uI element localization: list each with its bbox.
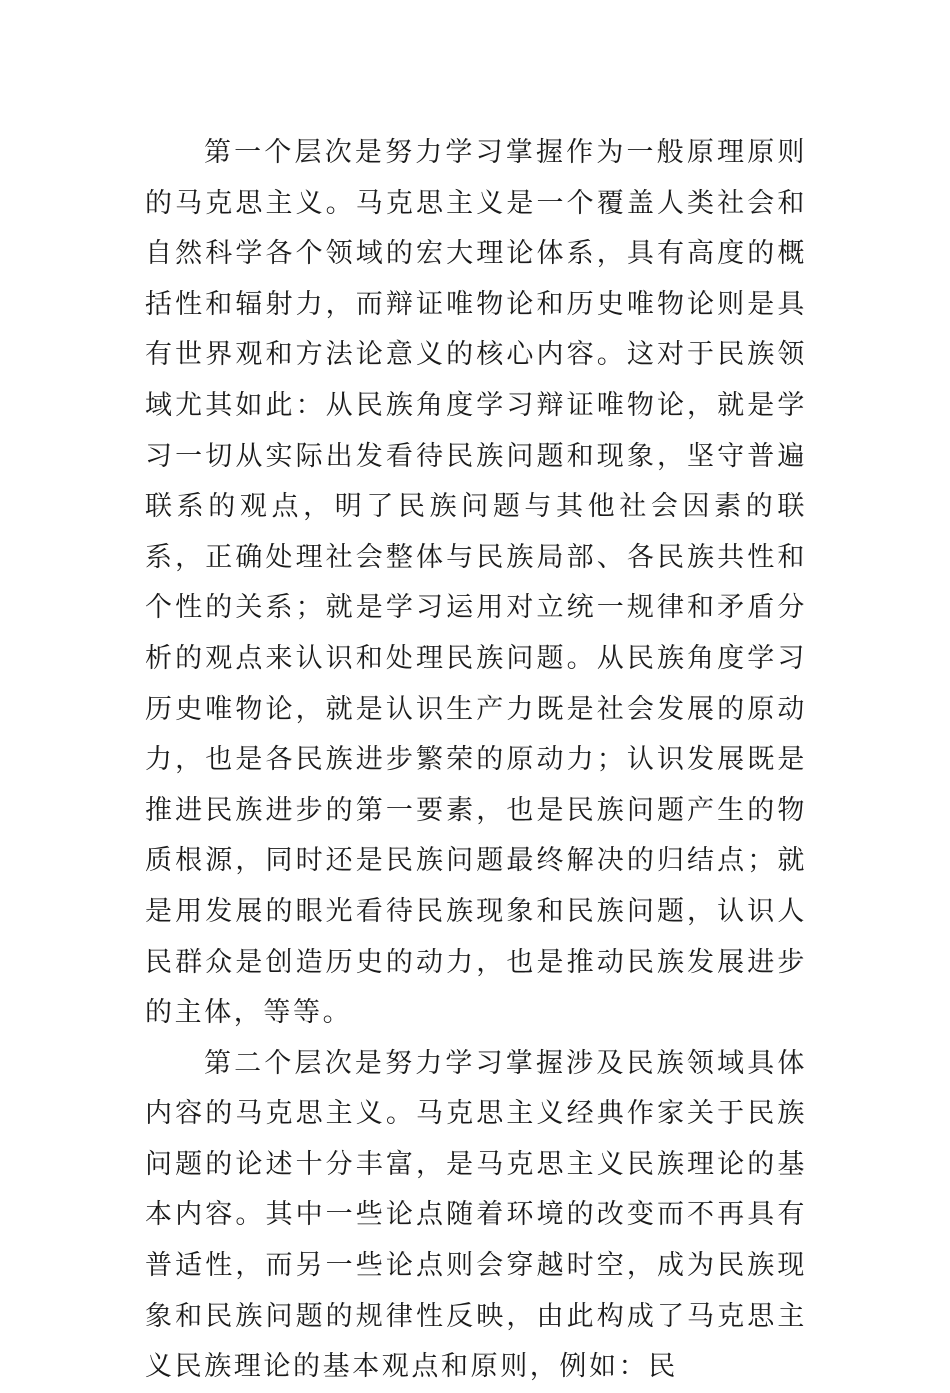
document-body [145,128,807,1393]
paragraph-2: 第二个层次是努力学习掌握涉及民族领域具体内容的马克思主义。马克思主义经典作家关于民族问题的论述十分丰富，是马克思主义民族理论的基本内容。其中一些论点随着环境的改变而不再具有普适性，而另一些论点则会穿越时空，成为民族现象和民族问题的规律性反映，由此构成了马克思主义民族理论的基本观点和原则，例如：民 [145,1047,807,1383]
paragraph-1: 第一个层次是努力学习掌握作为一般原理原则的马克思主义。马克思主义是一个覆盖人类社会和自然科学各个领域的宏大理论体系，具有高度的概括性和辐射力，而辩证唯物论和历史唯物论则是具有世界观和方法论意义的核心内容。这对于民族领域尤其如此：从民族角度学习辩证唯物论，就是学习一切从实际出发看待民族问题和现象，坚守普遍联系的观点，明了民族问题与其他社会因素的联系，正确处理社会整体与民族局部、各民族共性和个性的关系；就是学习运用对立统一规律和矛盾分析的观点来认识和处理民族问题。从民族角度学习历史唯物论，就是认识生产力既是社会发展的原动力，也是各民族进步繁荣的原动力；认识发展既是推进民族进步的第一要素，也是民族问题产生的物质根源，同时还是民族问题最终解决的归结点；就是用发展的眼光看待民族现象和民族问题，认识人民群众是创造历史的动力，也是推动民族发展进步的主体，等等。 [145,137,807,1029]
